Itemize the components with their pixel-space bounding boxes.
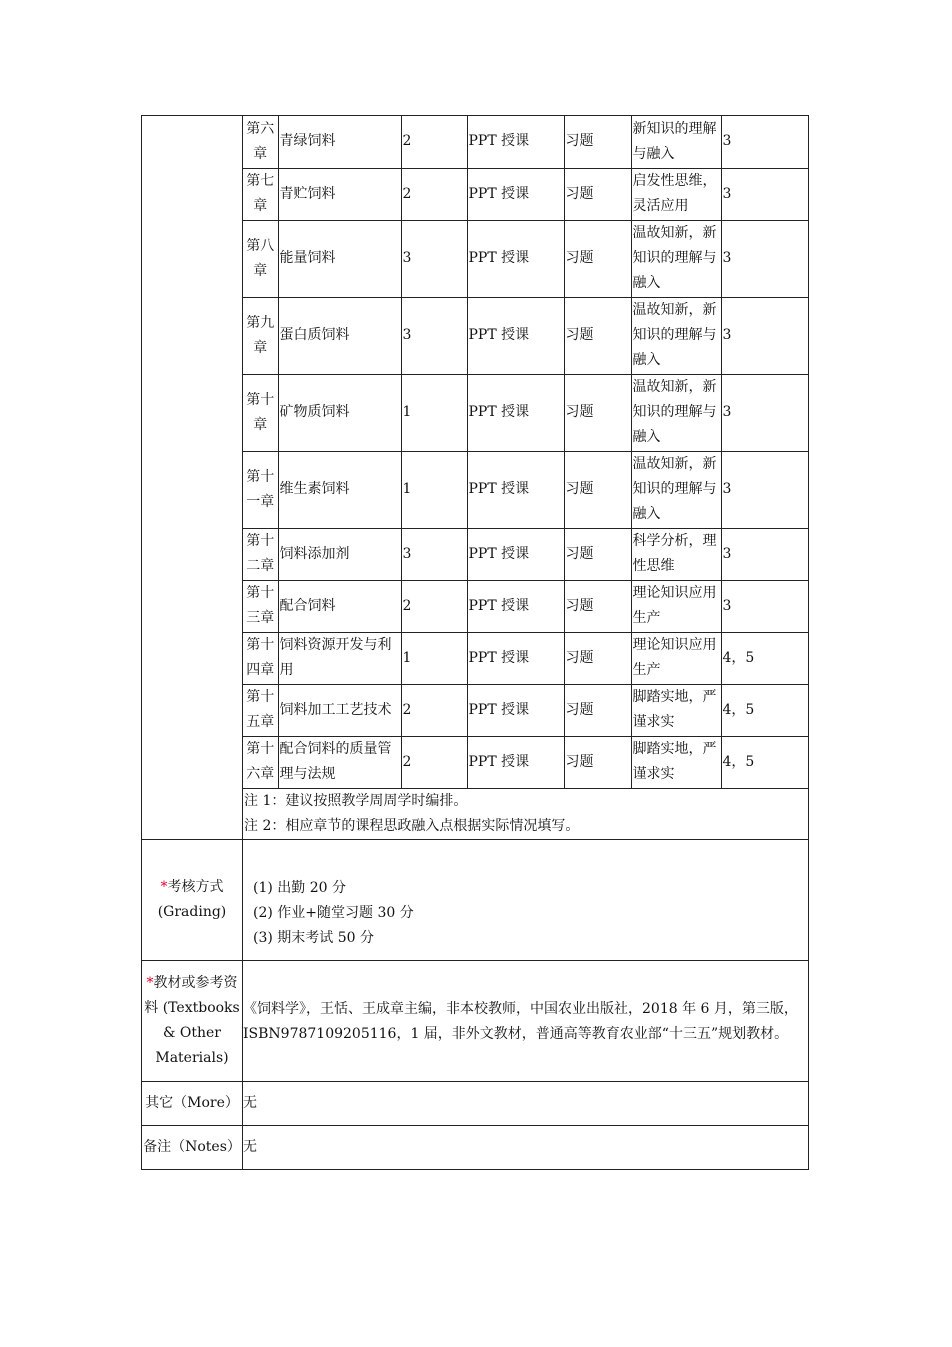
grading-label-en: (Grading) — [157, 904, 227, 920]
grading-label-cn: 考核方式 — [167, 879, 224, 895]
title-cell: 饲料资源开发与利用 — [278, 632, 401, 684]
notes-row — [243, 788, 808, 839]
objective-cell: 3 — [721, 528, 808, 580]
homework-cell: 习题 — [564, 116, 631, 168]
method-cell: PPT 授课 — [467, 632, 564, 684]
ideology-cell: 温故知新，新知识的理解与融入 — [631, 451, 721, 528]
method-cell: PPT 授课 — [467, 220, 564, 297]
more-row — [142, 1082, 809, 1126]
objective-cell: 3 — [721, 168, 808, 220]
table-row — [243, 632, 808, 684]
homework-cell: 习题 — [564, 374, 631, 451]
method-cell: PPT 授课 — [467, 168, 564, 220]
title-cell: 配合饲料 — [278, 580, 401, 632]
method-cell: PPT 授课 — [467, 374, 564, 451]
ideology-cell: 新知识的理解与融入 — [631, 116, 721, 168]
table-row — [243, 528, 808, 580]
ideology-cell: 科学分析，理性思维 — [631, 528, 721, 580]
chapter-cell: 第十四章 — [243, 632, 278, 684]
objective-cell: 4，5 — [721, 632, 808, 684]
homework-cell: 习题 — [564, 528, 631, 580]
table-row — [243, 451, 808, 528]
textbook-label-line2: 料 (Textbooks — [144, 1000, 240, 1016]
objective-cell: 3 — [721, 116, 808, 168]
objective-cell: 3 — [721, 580, 808, 632]
method-cell: PPT 授课 — [467, 736, 564, 788]
title-cell: 蛋白质饲料 — [278, 297, 401, 374]
objective-cell: 3 — [721, 374, 808, 451]
ideology-cell: 脚踏实地，严谨求实 — [631, 684, 721, 736]
homework-cell: 习题 — [564, 684, 631, 736]
title-cell: 能量饲料 — [278, 220, 401, 297]
chapter-cell: 第十二章 — [243, 528, 278, 580]
ideology-cell: 理论知识应用生产 — [631, 580, 721, 632]
homework-cell: 习题 — [564, 451, 631, 528]
title-cell: 矿物质饲料 — [278, 374, 401, 451]
method-cell: PPT 授课 — [467, 684, 564, 736]
title-cell: 饲料加工工艺技术 — [278, 684, 401, 736]
objective-cell: 4，5 — [721, 684, 808, 736]
schedule-table — [243, 116, 808, 839]
ideology-cell: 脚踏实地，严谨求实 — [631, 736, 721, 788]
note-1: 注 1：建议按照教学周周学时编排。 — [244, 792, 468, 809]
chapter-cell: 第八章 — [243, 220, 278, 297]
grading-item: (2) 作业+随堂习题 30 分 — [253, 904, 414, 921]
remarks-row — [142, 1126, 809, 1170]
ideology-cell: 启发性思维，灵活应用 — [631, 168, 721, 220]
schedule-notes — [243, 788, 808, 839]
textbook-label-line3: & Other — [162, 1025, 221, 1041]
hours-cell: 2 — [401, 116, 467, 168]
remarks-label: 备注（Notes） — [142, 1126, 243, 1170]
hours-cell: 2 — [401, 736, 467, 788]
schedule-cell — [243, 116, 809, 840]
grading-row — [142, 840, 809, 961]
title-cell: 青绿饲料 — [278, 116, 401, 168]
method-cell: PPT 授课 — [467, 297, 564, 374]
table-row — [243, 684, 808, 736]
objective-cell: 4，5 — [721, 736, 808, 788]
required-mark: * — [146, 975, 154, 991]
homework-cell: 习题 — [564, 736, 631, 788]
grading-label — [142, 840, 243, 961]
required-mark: * — [160, 879, 168, 895]
hours-cell: 2 — [401, 684, 467, 736]
objective-cell: 3 — [721, 451, 808, 528]
homework-cell: 习题 — [564, 297, 631, 374]
textbook-row — [142, 961, 809, 1082]
ideology-cell: 温故知新，新知识的理解与融入 — [631, 297, 721, 374]
textbook-label-line1: 教材或参考资 — [153, 975, 238, 991]
chapter-cell: 第十章 — [243, 374, 278, 451]
hours-cell: 2 — [401, 580, 467, 632]
chapter-cell: 第十六章 — [243, 736, 278, 788]
table-row — [243, 374, 808, 451]
hours-cell: 3 — [401, 528, 467, 580]
chapter-cell: 第十三章 — [243, 580, 278, 632]
grading-item: (3) 期末考试 50 分 — [253, 929, 374, 946]
schedule-section — [142, 116, 809, 840]
homework-cell: 习题 — [564, 580, 631, 632]
remarks-value: 无 — [243, 1126, 809, 1170]
grading-content — [243, 840, 809, 961]
method-cell: PPT 授课 — [467, 116, 564, 168]
table-row — [243, 116, 808, 168]
table-row — [243, 220, 808, 297]
objective-cell: 3 — [721, 297, 808, 374]
grading-item: (1) 出勤 20 分 — [253, 879, 346, 896]
chapter-cell: 第十一章 — [243, 451, 278, 528]
method-cell: PPT 授课 — [467, 451, 564, 528]
schedule-label-cell — [142, 116, 243, 840]
chapter-cell: 第十五章 — [243, 684, 278, 736]
syllabus-table — [141, 115, 809, 1170]
more-label: 其它（More） — [142, 1082, 243, 1126]
ideology-cell: 理论知识应用生产 — [631, 632, 721, 684]
homework-cell: 习题 — [564, 220, 631, 297]
chapter-cell: 第六章 — [243, 116, 278, 168]
textbook-label-line4: Materials) — [155, 1050, 229, 1066]
hours-cell: 1 — [401, 451, 467, 528]
ideology-cell: 温故知新，新知识的理解与融入 — [631, 374, 721, 451]
table-row — [243, 736, 808, 788]
hours-cell: 3 — [401, 220, 467, 297]
textbook-content-cell — [243, 961, 809, 1082]
table-row — [243, 580, 808, 632]
more-value: 无 — [243, 1082, 809, 1126]
title-cell: 维生素饲料 — [278, 451, 401, 528]
hours-cell: 2 — [401, 168, 467, 220]
method-cell: PPT 授课 — [467, 528, 564, 580]
table-row — [243, 297, 808, 374]
title-cell: 配合饲料的质量管理与法规 — [278, 736, 401, 788]
ideology-cell: 温故知新，新知识的理解与融入 — [631, 220, 721, 297]
title-cell: 青贮饲料 — [278, 168, 401, 220]
hours-cell: 1 — [401, 374, 467, 451]
chapter-cell: 第九章 — [243, 297, 278, 374]
homework-cell: 习题 — [564, 632, 631, 684]
hours-cell: 3 — [401, 297, 467, 374]
method-cell: PPT 授课 — [467, 580, 564, 632]
objective-cell: 3 — [721, 220, 808, 297]
homework-cell: 习题 — [564, 168, 631, 220]
table-row — [243, 168, 808, 220]
textbook-label — [142, 961, 243, 1082]
textbook-content: 《饲料学》，王恬、王成章主编，非本校教师，中国农业出版社，2018 年 6 月，第三版，ISBN9787109205116，1 届，非外文教材，普通高等教育农业部“十三五”规划教材。 — [243, 1001, 798, 1042]
chapter-cell: 第七章 — [243, 168, 278, 220]
title-cell: 饲料添加剂 — [278, 528, 401, 580]
note-2: 注 2：相应章节的课程思政融入点根据实际情况填写。 — [244, 817, 580, 834]
hours-cell: 1 — [401, 632, 467, 684]
